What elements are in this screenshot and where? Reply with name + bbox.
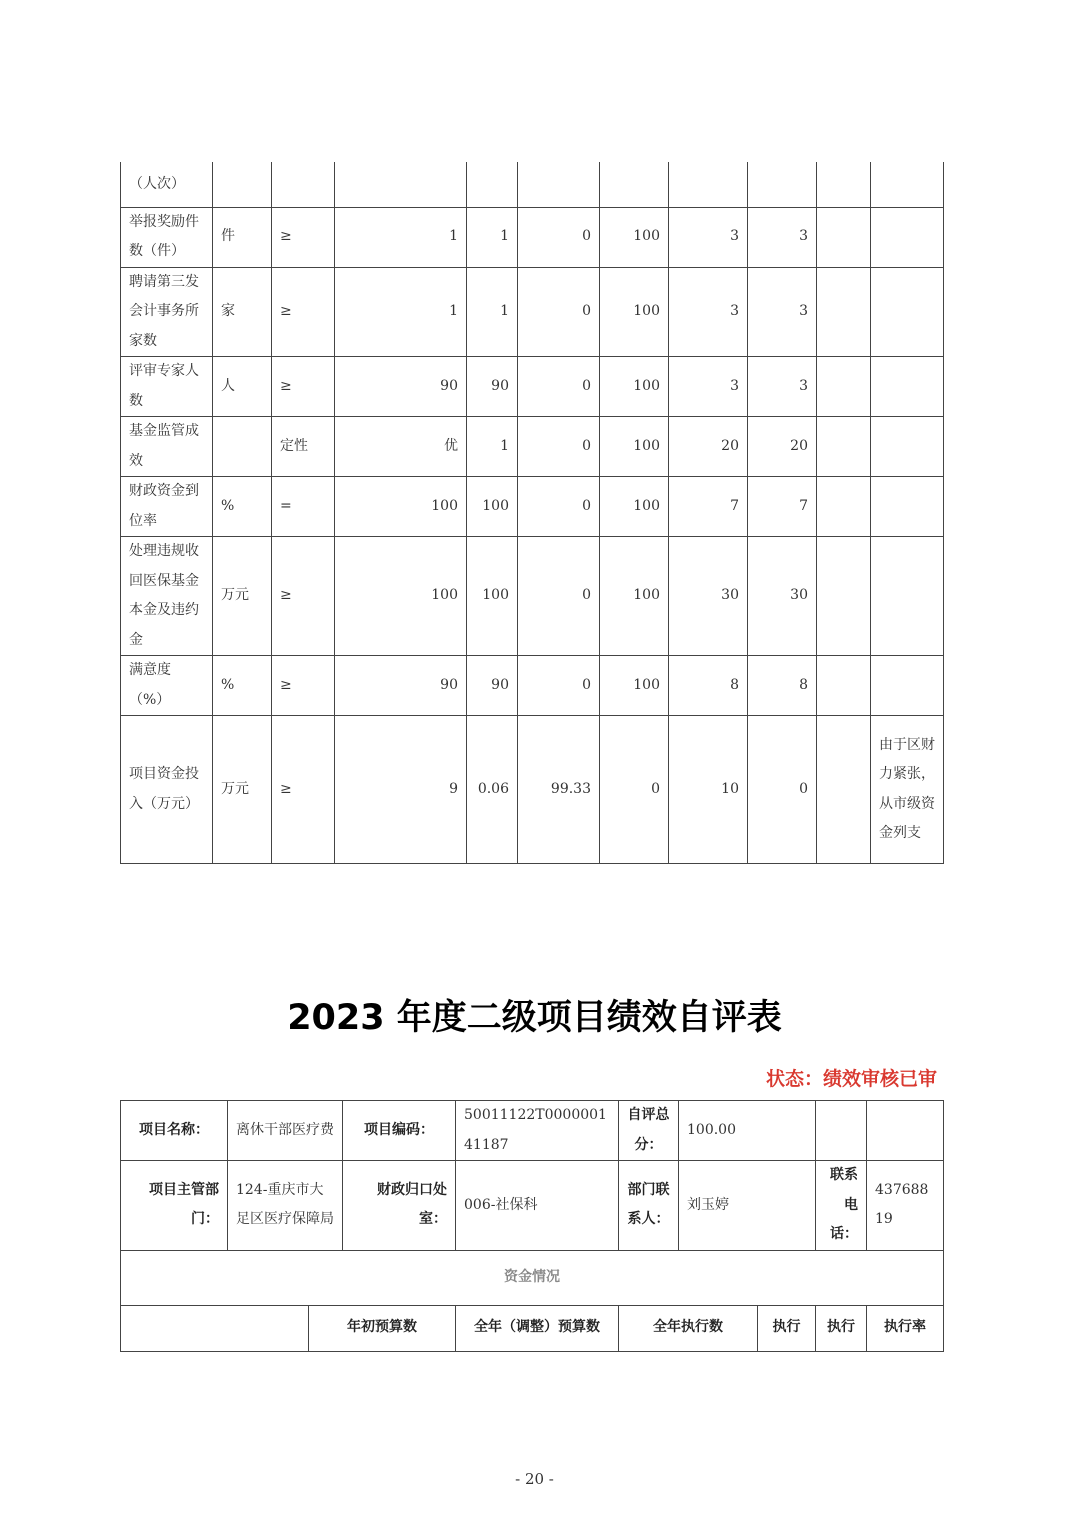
dept-value: 124-重庆市大足区医疗保障局 — [228, 1161, 343, 1251]
section-title: 2023 年度二级项目绩效自评表 — [287, 998, 782, 1038]
cell-note — [871, 656, 944, 716]
cell-note — [871, 357, 944, 417]
performance-indicator-table — [120, 162, 944, 864]
finance-office-value: 006-社保科 — [456, 1161, 619, 1251]
cell-rate: 100 — [600, 477, 669, 537]
cell-score: 3 — [748, 267, 817, 357]
cell-deviation: 0 — [518, 357, 600, 417]
cell-actual: 100 — [467, 537, 518, 656]
self-score-value: 100.00 — [679, 1101, 816, 1161]
finance-office-label: 财政归口处室： — [343, 1161, 456, 1251]
cell-unit: 万元 — [213, 537, 272, 656]
cell-target: 100 — [335, 537, 467, 656]
cell-actual: 1 — [467, 267, 518, 357]
cell-unit: 件 — [213, 207, 272, 267]
contact-label: 部门联系人： — [619, 1161, 679, 1251]
cell-deviation: 0 — [518, 267, 600, 357]
cell-score: 0 — [748, 716, 817, 864]
funds-header-exec-1: 执行 — [758, 1305, 816, 1351]
dept-label: 项目主管部门： — [121, 1161, 228, 1251]
cell-unit: 万元 — [213, 716, 272, 864]
cell-weight: 3 — [669, 267, 748, 357]
cell-rate: 0 — [600, 716, 669, 864]
cell-score: 20 — [748, 417, 817, 477]
cell-deviation: 0 — [518, 656, 600, 716]
cell-actual: 0.06 — [467, 716, 518, 864]
cell-deviation: 99.33 — [518, 716, 600, 864]
cell-name: 评审专家人数 — [121, 357, 213, 417]
cell-op: ≥ — [272, 357, 335, 417]
cell-deviation — [518, 162, 600, 207]
cell-unit: % — [213, 656, 272, 716]
cell-score: 3 — [748, 357, 817, 417]
cell-actual: 1 — [467, 417, 518, 477]
cell-c1 — [817, 267, 871, 357]
funds-header-adjusted-budget: 全年（调整）预算数 — [456, 1305, 619, 1351]
cell-c1 — [817, 162, 871, 207]
cell-unit: % — [213, 477, 272, 537]
cell-score: 3 — [748, 207, 817, 267]
cell-name: 满意度（%） — [121, 656, 213, 716]
cell-name: 举报奖励件数（件） — [121, 207, 213, 267]
cell-target: 100 — [335, 477, 467, 537]
phone-label: 联系电话： — [816, 1161, 867, 1251]
cell-op: ≥ — [272, 716, 335, 864]
cell-c1 — [817, 656, 871, 716]
cell-c1 — [817, 716, 871, 864]
cell-actual: 90 — [467, 656, 518, 716]
cell-rate: 100 — [600, 267, 669, 357]
cell-note — [871, 207, 944, 267]
cell-unit: 人 — [213, 357, 272, 417]
cell-name: 项目资金投入（万元） — [121, 716, 213, 864]
cell-op: ≥ — [272, 267, 335, 357]
project-code-value: 50011122T000000141187 — [456, 1101, 619, 1161]
cell-rate: 100 — [600, 417, 669, 477]
cell-actual: 90 — [467, 357, 518, 417]
cell-rate: 100 — [600, 537, 669, 656]
cell-name: 处理违规收回医保基金本金及违约金 — [121, 537, 213, 656]
cell-target: 90 — [335, 357, 467, 417]
cell-score: 30 — [748, 537, 817, 656]
cell-note: 由于区财力紧张，从市级资金列支 — [871, 716, 944, 864]
cell-score: 7 — [748, 477, 817, 537]
cell-weight: 8 — [669, 656, 748, 716]
cell-rate: 100 — [600, 357, 669, 417]
funds-header-initial-budget: 年初预算数 — [309, 1305, 456, 1351]
table-row — [121, 267, 944, 357]
cell-actual — [467, 162, 518, 207]
cell-unit — [213, 162, 272, 207]
empty-cell — [867, 1101, 944, 1161]
cell-note — [871, 477, 944, 537]
cell-unit: 家 — [213, 267, 272, 357]
cell-weight: 3 — [669, 357, 748, 417]
cell-c1 — [817, 417, 871, 477]
table-row — [121, 357, 944, 417]
cell-c1 — [817, 477, 871, 537]
contact-value: 刘玉婷 — [679, 1161, 816, 1251]
cell-target: 1 — [335, 267, 467, 357]
cell-target: 9 — [335, 716, 467, 864]
cell-c1 — [817, 357, 871, 417]
cell-op: = — [272, 477, 335, 537]
cell-deviation: 0 — [518, 537, 600, 656]
funds-header-exec-2: 执行 — [816, 1305, 867, 1351]
cell-rate: 100 — [600, 207, 669, 267]
cell-op — [272, 162, 335, 207]
project-name-value: 离休干部医疗费 — [228, 1101, 343, 1161]
status-label: 状态：绩效审核已审 — [765, 1068, 937, 1090]
cell-c1 — [817, 537, 871, 656]
cell-weight: 3 — [669, 207, 748, 267]
empty-cell — [816, 1101, 867, 1161]
table-row — [121, 477, 944, 537]
cell-weight — [669, 162, 748, 207]
cell-note — [871, 417, 944, 477]
cell-actual: 100 — [467, 477, 518, 537]
cell-note — [871, 537, 944, 656]
table-row — [121, 537, 944, 656]
cell-deviation: 0 — [518, 417, 600, 477]
cell-actual: 1 — [467, 207, 518, 267]
cell-name: （人次） — [121, 162, 213, 207]
page-number: - 20 - — [515, 1470, 554, 1488]
funds-section-header: 资金情况 — [121, 1250, 944, 1305]
cell-deviation: 0 — [518, 477, 600, 537]
table-row — [121, 656, 944, 716]
cell-name: 财政资金到位率 — [121, 477, 213, 537]
cell-c1 — [817, 207, 871, 267]
cell-weight: 20 — [669, 417, 748, 477]
cell-op: ≥ — [272, 656, 335, 716]
cell-op: 定性 — [272, 417, 335, 477]
cell-note — [871, 162, 944, 207]
project-code-label: 项目编码： — [343, 1101, 456, 1161]
cell-weight: 10 — [669, 716, 748, 864]
cell-target: 优 — [335, 417, 467, 477]
cell-op: ≥ — [272, 207, 335, 267]
cell-note — [871, 267, 944, 357]
cell-rate — [600, 162, 669, 207]
project-info-table — [120, 1100, 944, 1352]
cell-weight: 30 — [669, 537, 748, 656]
cell-rate: 100 — [600, 656, 669, 716]
self-score-label: 自评总分： — [619, 1101, 679, 1161]
table-row — [121, 207, 944, 267]
cell-name: 基金监管成效 — [121, 417, 213, 477]
cell-target: 1 — [335, 207, 467, 267]
cell-target — [335, 162, 467, 207]
table-row — [121, 162, 944, 207]
table-row — [121, 716, 944, 864]
cell-op: ≥ — [272, 537, 335, 656]
cell-score — [748, 162, 817, 207]
funds-header-exec-rate: 执行率 — [867, 1305, 944, 1351]
cell-score: 8 — [748, 656, 817, 716]
cell-weight: 7 — [669, 477, 748, 537]
project-name-label: 项目名称： — [121, 1101, 228, 1161]
cell-deviation: 0 — [518, 207, 600, 267]
cell-unit — [213, 417, 272, 477]
funds-header-executed: 全年执行数 — [619, 1305, 758, 1351]
table-row — [121, 417, 944, 477]
cell-target: 90 — [335, 656, 467, 716]
cell-name: 聘请第三发会计事务所家数 — [121, 267, 213, 357]
funds-header-blank — [121, 1305, 309, 1351]
phone-value: 43768819 — [867, 1161, 944, 1251]
